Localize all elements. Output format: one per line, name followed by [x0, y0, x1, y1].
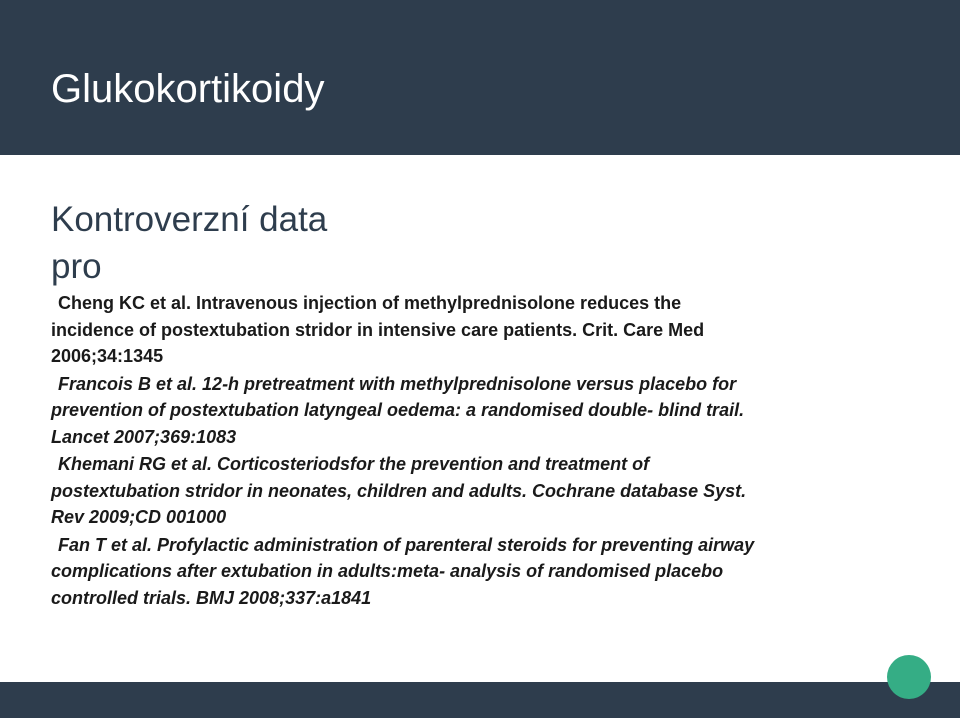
footer-bar — [0, 682, 960, 718]
title-bar — [0, 0, 960, 155]
section-heading — [51, 196, 941, 290]
heading-line-1: Kontroverzní data — [51, 200, 328, 239]
slide-title: Glukokortikoidy — [51, 67, 325, 111]
reference-line: Francois B et al. 12-h pretreatment with methylprednisolone versus placebo for — [58, 373, 737, 394]
reference-line: postextubation stridor in neonates, children and adults. Cochrane database Syst. — [51, 480, 747, 501]
reference-line: Lancet 2007;369:1083 — [51, 426, 237, 447]
heading-line-2: pro — [51, 247, 102, 286]
reference-line: Khemani RG et al. Corticosteriodsfor the prevention and treatment of — [58, 454, 650, 474]
reference-line: Cheng KC et al. Intravenous injection of methylprednisolone reduces the — [58, 293, 682, 313]
accent-circle — [887, 655, 931, 699]
reference-line: Fan T et al. Profylactic administration of parenteral steroids for preventing airway — [58, 534, 755, 555]
reference-line: Rev 2009;CD 001000 — [51, 507, 227, 527]
slide-content — [51, 196, 941, 612]
reference-item — [51, 532, 941, 612]
reference-line: 2006;34:1345 — [51, 346, 164, 366]
reference-list — [51, 290, 941, 611]
reference-line: prevention of postextubation latyngeal oedema: a randomised double- blind trail. — [51, 400, 745, 420]
reference-line: incidence of postextubation stridor in intensive care patients. Crit. Care Med — [51, 319, 705, 340]
reference-item — [51, 451, 941, 531]
reference-item — [51, 290, 941, 370]
reference-line: complications after extubation in adults:meta- analysis of randomised placebo — [51, 561, 724, 581]
reference-line: controlled trials. BMJ 2008;337:a1841 — [51, 587, 372, 608]
reference-item — [51, 371, 941, 451]
